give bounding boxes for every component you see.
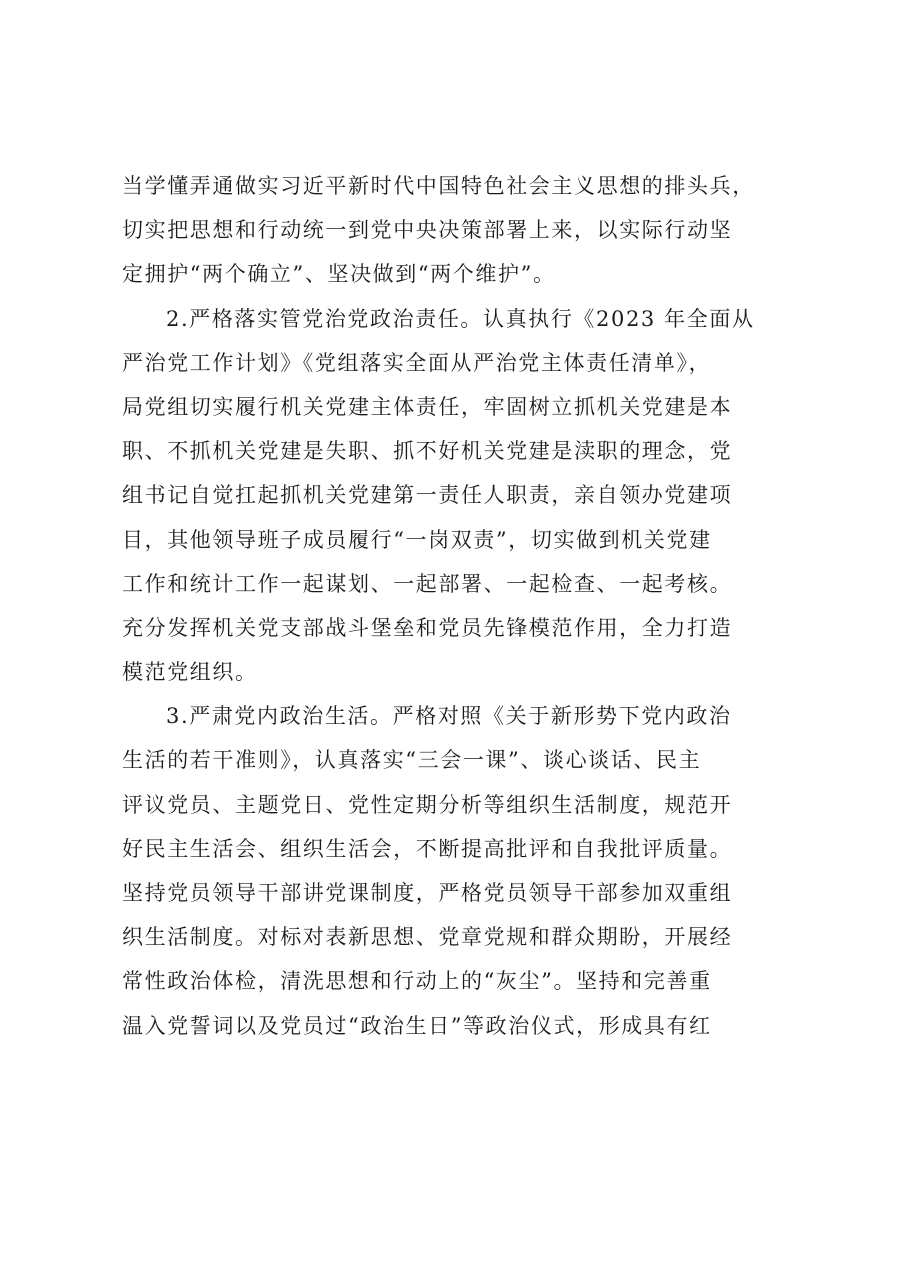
text-line: 评议党员、主题党日、党性定期分析等组织生活制度，规范开 <box>122 792 733 817</box>
paragraph-continuation <box>122 164 802 297</box>
text-line: 组书记自觉扛起抓机关党建第一责任人职责，亲自领办党建项 <box>122 483 733 508</box>
text-line: 坚持党员领导干部讲党课制度，严格党员领导干部参加双重组 <box>122 881 733 905</box>
text-line: 织生活制度。对标对表新思想、党章党规和群众期盼，开展经 <box>122 925 733 950</box>
text-line: 目，其他领导班子成员履行“一岗双责”，切实做到机关党建 <box>122 527 712 552</box>
paragraph-item-2 <box>122 297 802 695</box>
text-line: 工作和统计工作一起谋划、一起部署、一起检查、一起考核。 <box>122 571 733 596</box>
text-line: 常性政治体检，清洗思想和行动上的“灰尘”。坚持和完善重 <box>122 969 712 994</box>
text-line: 职、不抓机关党建是失职、抓不好机关党建是渎职的理念，党 <box>122 439 733 464</box>
text-line: 生活的若干准则》，认真落实“三会一课”、谈心谈话、民主 <box>122 748 702 773</box>
text-line: 好民主生活会、组织生活会，不断提高批评和自我批评质量。 <box>122 836 733 861</box>
text-line: 局党组切实履行机关党建主体责任，牢固树立抓机关党建是本 <box>122 394 733 419</box>
text-line: 模范党组织。 <box>122 660 258 685</box>
text-line: 严治党工作计划》《党组落实全面从严治党主体责任清单》， <box>122 350 712 375</box>
text-line: 2.严格落实管党治党政治责任。认真执行《2023 年全面从 <box>166 306 755 331</box>
text-line: 充分发挥机关党支部战斗堡垒和党员先锋模范作用，全力打造 <box>122 615 733 640</box>
paragraph-item-3 <box>122 694 802 1048</box>
text-line: 当学懂弄通做实习近平新时代中国特色社会主义思想的排头兵， <box>122 174 755 198</box>
document-body <box>122 164 802 1048</box>
text-line: 定拥护“两个确立”、坚决做到“两个维护”。 <box>122 262 556 287</box>
text-line: 切实把思想和行动统一到党中央决策部署上来，以实际行动坚 <box>122 218 733 243</box>
text-line: 3.严肃党内政治生活。严格对照《关于新形势下党内政治 <box>166 704 732 729</box>
text-line: 温入党誓词以及党员过“政治生日”等政治仪式，形成具有红 <box>122 1013 712 1038</box>
